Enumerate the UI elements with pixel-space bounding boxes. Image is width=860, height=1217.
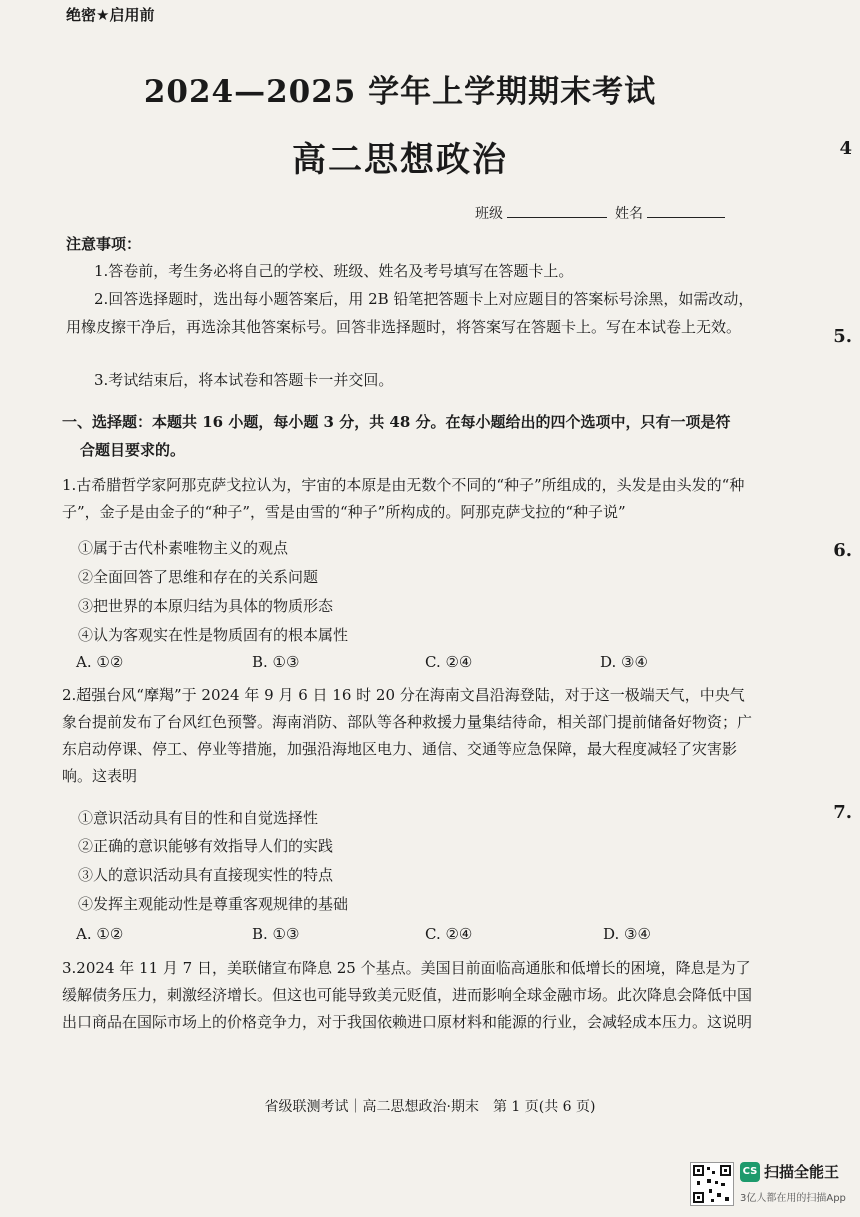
student-info-fields — [475, 203, 725, 223]
q2-choice-c[interactable]: C. ②④ — [425, 925, 473, 943]
scanner-tagline: 3亿人都在用的扫描App — [740, 1193, 846, 1204]
question-2-stem: 2.超强台风“摩羯”于 2024 年 9 月 6 日 16 时 20 分在海南文昌沿海登陆，对于这一极端天气，中央气象台提前发布了台风红色预警。海南消防、部队等各种救援力量集结待命，相关部门提前储备好物资；广东启动停课、停工、停业等措施，加强沿海地区电力、通信、交通等应急保障，最大程度减轻了灾害影响。这表明 — [62, 686, 753, 785]
notice-item-3: 3.考试结束后，将本试卷和答题卡一并交回。 — [94, 371, 394, 389]
class-field[interactable] — [507, 217, 607, 218]
section-heading — [62, 408, 762, 464]
q1-option-4: ④认为客观实在性是物质固有的根本属性 — [78, 626, 349, 644]
q2-option-3: ③人的意识活动具有直接现实性的特点 — [78, 866, 334, 884]
q2-option-2: ②正确的意识能够有效指导人们的实践 — [78, 837, 334, 855]
question-1-stem: 1.古希腊哲学家阿那克萨戈拉认为，宇宙的本原是由无数个不同的“种子”所组成的，头发是由头发的“种子”，金子是由金子的“种子”，雪是由雪的“种子”所构成的。阿那克萨戈拉的“种子说” — [62, 476, 745, 521]
q2-choice-a[interactable]: A. ①② — [76, 925, 124, 943]
notice-item-2: 2.回答选择题时，选出每小题答案后，用 2B 铅笔把答题卡上对应题目的答案标号涂黑，如需改动，用橡皮擦干净后，再选涂其他答案标号。回答非选择题时，将答案写在答题卡上。写在本试卷上无效。 — [66, 290, 754, 336]
q1-choice-a[interactable]: A. ①② — [76, 653, 124, 671]
question-3-stem: 3.2024 年 11 月 7 日，美联储宣布降息 25 个基点。美国目前面临高通胀和低增长的困境，降息是为了缓解债务压力，刺激经济增长。但这也可能导致美元贬值，进而影响全球金融市场。此次降息会降低中国出口商品在国际市场上的价格竞争力，对于我国依赖进口原材料和能源的行业，会减轻成本压力。这说明 — [62, 959, 753, 1031]
margin-number-5: 5. — [833, 326, 852, 347]
section-heading-line2: 合题目要求的。 — [80, 441, 186, 459]
q1-choice-c[interactable]: C. ②④ — [425, 653, 473, 671]
notice-heading: 注意事项： — [66, 235, 142, 253]
q1-choice-b[interactable]: B. ①③ — [252, 653, 300, 671]
margin-number-7: 7. — [833, 802, 852, 823]
margin-number-6: 6. — [833, 540, 852, 561]
name-label: 姓名 — [615, 206, 643, 222]
q1-option-3: ③把世界的本原归结为具体的物质形态 — [78, 597, 334, 615]
name-field[interactable] — [647, 217, 725, 218]
qr-code-icon — [690, 1162, 734, 1206]
section-heading-line1: 一、选择题：本题共 16 小题，每小题 3 分，共 48 分。在每小题给出的四个选项中，只有一项是符 — [62, 413, 731, 431]
subject-title: 高二思想政治 — [292, 140, 508, 180]
class-label: 班级 — [475, 206, 503, 222]
q1-option-2: ②全面回答了思维和存在的关系问题 — [78, 568, 319, 586]
q1-choice-d[interactable]: D. ③④ — [600, 653, 648, 671]
exam-title: 2024—2025 学年上学期期末考试 — [143, 74, 657, 110]
q2-choice-b[interactable]: B. ①③ — [252, 925, 300, 943]
q2-choice-d[interactable]: D. ③④ — [603, 925, 651, 943]
confidential-mark: 绝密★启用前 — [66, 6, 155, 24]
page-footer: 省级联测考试｜高二思想政治·期末 第 1 页(共 6 页) — [264, 1099, 596, 1115]
margin-number-4: 4 — [839, 138, 852, 159]
notice-item-1: 1.答卷前，考生务必将自己的学校、班级、姓名及考号填写在答题卡上。 — [94, 262, 574, 280]
q2-option-1: ①意识活动具有目的性和自觉选择性 — [78, 809, 319, 827]
scanner-app-name: 扫描全能王 — [764, 1163, 840, 1181]
camscanner-logo-icon: CS — [740, 1162, 760, 1182]
q1-option-1: ①属于古代朴素唯物主义的观点 — [78, 539, 289, 557]
q2-option-4: ④发挥主观能动性是尊重客观规律的基础 — [78, 895, 349, 913]
